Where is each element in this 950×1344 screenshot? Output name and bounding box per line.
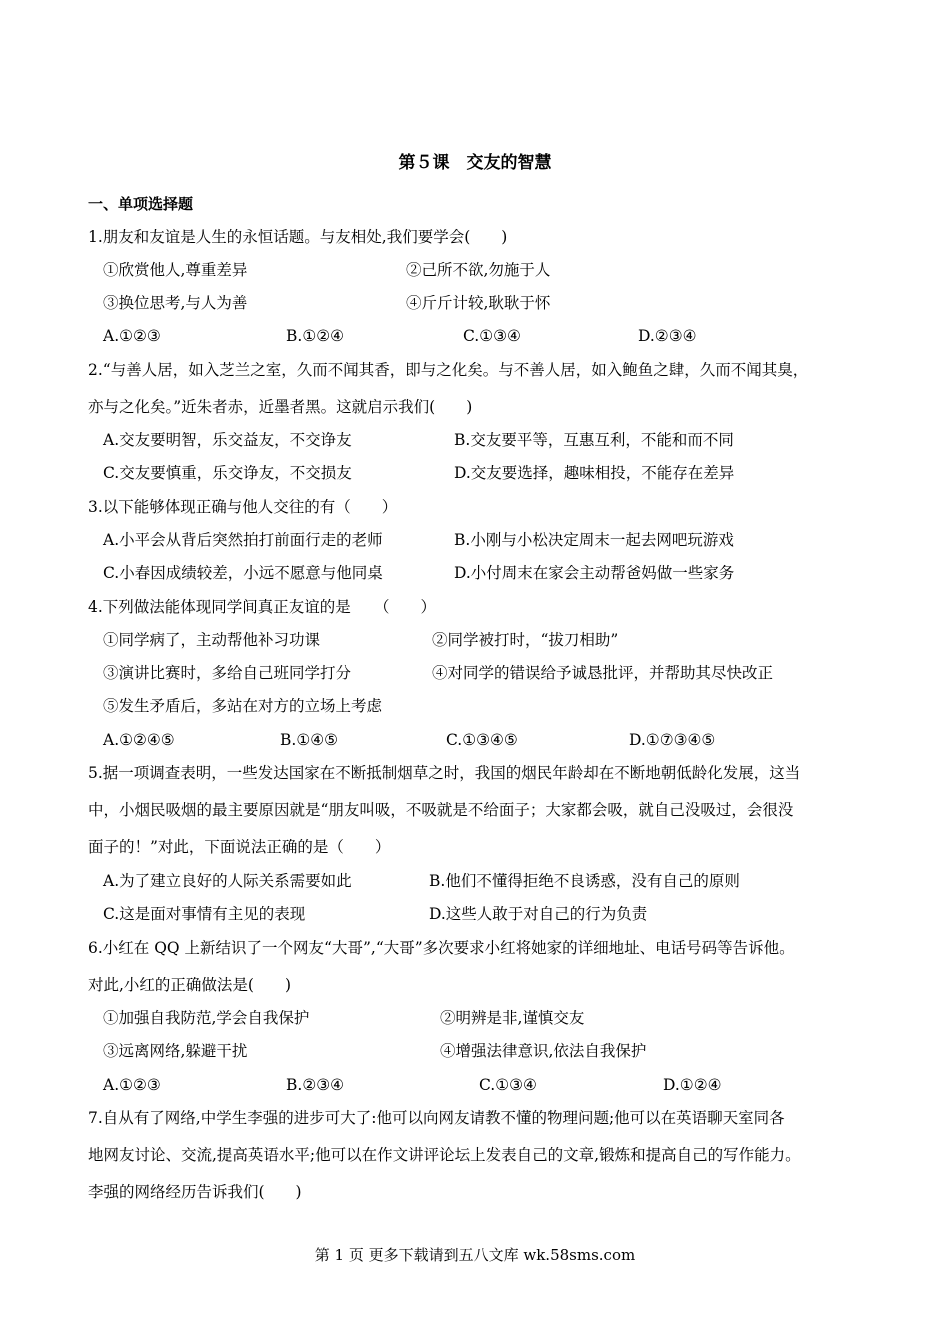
q4-option-b: B.①④⑤ <box>280 731 339 749</box>
q2-option-c: C.交友要慎重，乐交诤友，不交损友 <box>103 464 352 482</box>
q1-option-c: C.①③④ <box>463 327 521 345</box>
q1-item-1: ①欣赏他人,尊重差异 <box>103 261 248 279</box>
question-4-stem: 4.下列做法能体现同学间真正友谊的是 （ ） <box>88 598 437 616</box>
q4-item-4: ④对同学的错误给予诚恳批评，并帮助其尽快改正 <box>432 664 774 682</box>
q6-option-a: A.①②③ <box>103 1076 161 1094</box>
q1-option-b: B.①②④ <box>286 327 345 345</box>
question-6-stem-line-2: 对此,小红的正确做法是( ) <box>88 976 292 994</box>
question-2-stem-line-1: 2.“与善人居，如入芝兰之室，久而不闻其香，即与之化矣。与不善人居，如入鲍鱼之肆，久而不闻其臭， <box>88 361 809 379</box>
q4-option-d: D.①⑦③④⑤ <box>629 731 716 749</box>
q4-item-2: ②同学被打时，“拔刀相助” <box>432 631 619 649</box>
q4-item-1: ①同学病了，主动帮他补习功课 <box>103 631 321 649</box>
q6-item-4: ④增强法律意识,依法自我保护 <box>440 1042 647 1060</box>
q2-option-d: D.交友要选择，趣味相投，不能存在差异 <box>454 464 735 482</box>
question-5-stem-line-3: 面子的！”对此，下面说法正确的是（ ） <box>88 838 391 856</box>
question-1-stem: 1.朋友和友谊是人生的永恒话题。与友相处,我们要学会( ) <box>88 228 508 246</box>
q6-option-b: B.②③④ <box>286 1076 345 1094</box>
q6-item-3: ③远离网络,躲避干扰 <box>103 1042 248 1060</box>
question-2-stem-line-2: 亦与之化矣。”近朱者赤，近墨者黑。这就启示我们( ) <box>88 398 473 416</box>
q2-option-b: B.交友要平等，互惠互利，不能和而不同 <box>454 431 734 449</box>
q4-option-a: A.①②④⑤ <box>103 731 175 749</box>
q3-option-a: A.小平会从背后突然拍打前面行走的老师 <box>103 531 383 549</box>
q4-item-3: ③演讲比赛时，多给自己班同学打分 <box>103 664 352 682</box>
question-5-stem-line-2: 中，小烟民吸烟的最主要原因就是“朋友叫吸，不吸就是不给面子；大家都会吸，就自己没吸过，会很没 <box>88 801 794 819</box>
q6-item-2: ②明辨是非,谨慎交友 <box>440 1009 585 1027</box>
q5-option-d: D.这些人敢于对自己的行为负责 <box>429 905 648 923</box>
q1-item-3: ③换位思考,与人为善 <box>103 294 248 312</box>
q1-option-a: A.①②③ <box>103 327 161 345</box>
q1-option-d: D.②③④ <box>638 327 697 345</box>
question-3-stem: 3.以下能够体现正确与他人交往的有（ ） <box>88 498 398 516</box>
q3-option-c: C.小春因成绩较差，小远不愿意与他同桌 <box>103 564 383 582</box>
page-title: 第５课 交友的智慧 <box>398 153 552 173</box>
section-heading: 一、单项选择题 <box>88 195 194 213</box>
q3-option-d: D.小付周末在家会主动帮爸妈做一些家务 <box>454 564 735 582</box>
page-footer: 第 1 页 更多下载请到五八文库 wk.58sms.com <box>314 1246 636 1264</box>
question-7-stem-line-3: 李强的网络经历告诉我们( ) <box>88 1183 302 1201</box>
q6-option-c: C.①③④ <box>479 1076 537 1094</box>
question-7-stem-line-1: 7.自从有了网络,中学生李强的进步可大了:他可以向网友请教不懂的物理问题;他可以在英语聊天室同各 <box>88 1109 785 1127</box>
q3-option-b: B.小刚与小松决定周末一起去网吧玩游戏 <box>454 531 734 549</box>
q4-option-c: C.①③④⑤ <box>446 731 518 749</box>
q6-option-d: D.①②④ <box>663 1076 722 1094</box>
q6-item-1: ①加强自我防范,学会自我保护 <box>103 1009 310 1027</box>
q5-option-a: A.为了建立良好的人际关系需要如此 <box>103 872 352 890</box>
q2-option-a: A.交友要明智，乐交益友，不交诤友 <box>103 431 352 449</box>
question-5-stem-line-1: 5.据一项调查表明，一些发达国家在不断抵制烟草之时，我国的烟民年龄却在不断地朝低龄化发展，这当 <box>88 764 801 782</box>
q4-item-5: ⑤发生矛盾后，多站在对方的立场上考虑 <box>103 697 383 715</box>
q5-option-c: C.这是面对事情有主见的表现 <box>103 905 306 923</box>
q1-item-2: ②己所不欲,勿施于人 <box>406 261 551 279</box>
q1-item-4: ④斤斤计较,耿耿于怀 <box>406 294 551 312</box>
q5-option-b: B.他们不懂得拒绝不良诱惑，没有自己的原则 <box>429 872 740 890</box>
question-7-stem-line-2: 地网友讨论、交流,提高英语水平;他可以在作文讲评论坛上发表自己的文章,锻炼和提高自己的写作能力。 <box>88 1146 801 1164</box>
question-6-stem-line-1: 6.小红在 QQ 上新结识了一个网友“大哥”,“大哥”多次要求小红将她家的详细地址、电话号码等告诉他。 <box>88 939 795 957</box>
